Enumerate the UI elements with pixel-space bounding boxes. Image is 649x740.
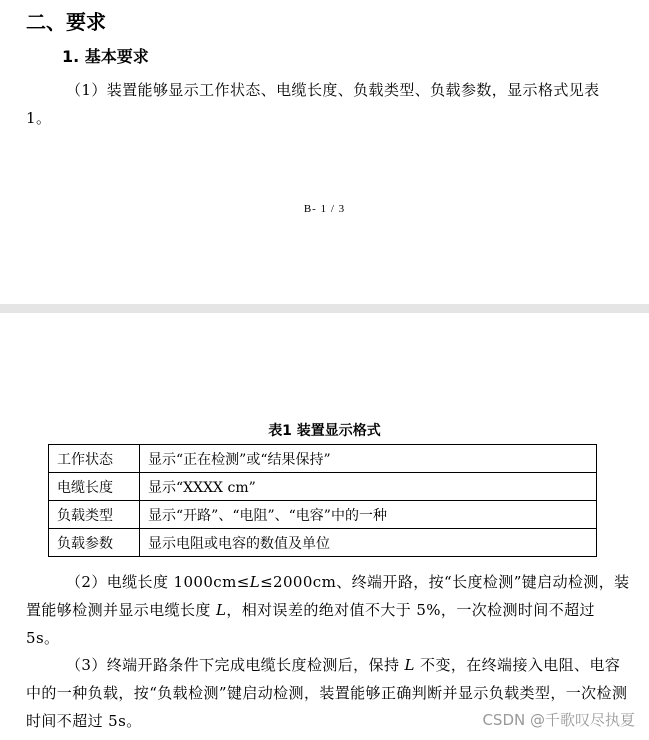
table-row xyxy=(49,473,597,501)
variable-l: L xyxy=(249,573,261,591)
table-cell-value: 显示“XXXX cm” xyxy=(140,473,597,501)
variable-l: L xyxy=(215,601,227,619)
table-cell-label: 电缆长度 xyxy=(49,473,140,501)
paragraph-1-text: （1）装置能够显示工作状态、电缆长度、负载类型、负载参数，显示格式见表 1。 xyxy=(26,81,600,127)
paragraph-3-text-a: （3）终端开路条件下完成电缆长度检测后，保持 xyxy=(66,656,405,674)
table-row xyxy=(49,445,597,473)
display-format-table xyxy=(48,444,597,557)
table-cell-value: 显示电阻或电容的数值及单位 xyxy=(140,529,597,557)
table-cell-value: 显示“正在检测”或“结果保持” xyxy=(140,445,597,473)
subsection-heading: 1. 基本要求 xyxy=(62,47,149,66)
paragraph-2-text-c: ≤2000cm、终端开路，按“长度检测”键启动检测，装置能够检测并显示电缆长度 xyxy=(26,573,630,619)
paragraph-2 xyxy=(26,568,632,652)
table-cell-label: 负载类型 xyxy=(49,501,140,529)
csdn-watermark: CSDN @千歌叹尽执夏 xyxy=(482,711,635,729)
table-cell-label: 工作状态 xyxy=(49,445,140,473)
table-caption: 表1 装置显示格式 xyxy=(268,423,381,439)
page-separator xyxy=(0,304,649,313)
page-footer: B- 1 / 3 xyxy=(303,203,346,215)
paragraph-2-text-e: ，相对误差的绝对值不大于 5%，一次检测时间不超过 5s。 xyxy=(26,601,595,647)
table-cell-value: 显示“开路”、“电阻”、“电容”中的一种 xyxy=(140,501,597,529)
variable-l: L xyxy=(404,656,415,674)
section-heading: 二、要求 xyxy=(26,10,106,34)
table-row xyxy=(49,501,597,529)
paragraph-3-text-c: 不变，在终端接入电阻、电容中的一种负载，按“负载检测”键启动检测，装置能够正确判断并显示负载类型，一次检测时间不超过 5s。 xyxy=(26,656,628,730)
paragraph-2-text-a: （2）电缆长度 1000cm≤ xyxy=(66,573,250,591)
table-cell-label: 负载参数 xyxy=(49,529,140,557)
paragraph-1 xyxy=(26,76,626,132)
table-row xyxy=(49,529,597,557)
